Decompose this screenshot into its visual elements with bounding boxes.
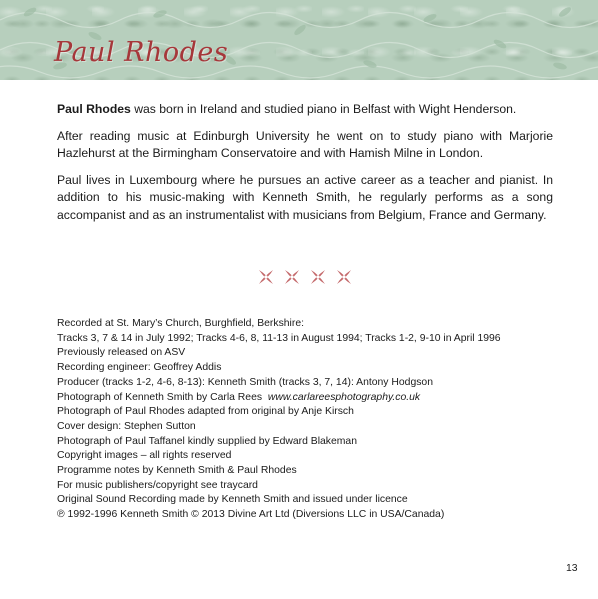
credit-line: Tracks 3, 7 & 14 in July 1992; Tracks 4-6, 8, 11-13 in August 1994; Tracks 1-2, 9-10 in April 1996	[57, 332, 501, 344]
credit-line: Producer (tracks 1-2, 4-6, 8-13): Kenneth Smith (tracks 3, 7, 14): Antony Hodgson	[57, 376, 433, 388]
credit-line: Programme notes by Kenneth Smith & Paul Rhodes	[57, 465, 297, 477]
cross-flourish-icon	[257, 268, 275, 286]
cross-flourish-icon	[283, 268, 301, 286]
cross-flourish-icon	[335, 268, 353, 286]
credit-line: Cover design: Stephen Sutton	[57, 420, 196, 432]
page-number: 13	[566, 563, 578, 574]
credit-line: Recording engineer: Geoffrey Addis	[57, 362, 222, 374]
credit-line: Previously released on ASV	[57, 347, 186, 359]
bio-paragraph-1-text: was born in Ireland and studied piano in Belfast with Wight Henderson.	[130, 102, 517, 116]
credit-line: For music publishers/copyright see traycard	[57, 479, 258, 491]
cross-flourish-icon	[309, 268, 327, 286]
bio-paragraph-2: After reading music at Edinburgh University he went on to study piano with Marjorie Hazlehurst at the Birmingham Conservatoire and with Hamish Milne in London.	[57, 128, 553, 161]
credit-line: Photograph of Paul Taffanel kindly supplied by Edward Blakeman	[57, 435, 357, 447]
photographer-website-link[interactable]: www.carlareesphotography.co.uk	[267, 391, 421, 403]
ornament-divider	[257, 268, 353, 288]
bio-name: Paul Rhodes	[57, 102, 131, 116]
header-banner	[0, 0, 598, 80]
credit-line-copyright: ℗ 1992-1996 Kenneth Smith © 2013 Divine Art Ltd (Diversions LLC in USA/Canada)	[57, 509, 445, 521]
bio-paragraph-1	[57, 101, 553, 119]
credit-line: Original Sound Recording made by Kenneth Smith and issued under licence	[57, 494, 408, 506]
credit-line: Photograph of Paul Rhodes adapted from original by Anje Kirsch	[57, 406, 354, 418]
credit-line: Recorded at St. Mary’s Church, Burghfield, Berkshire:	[57, 318, 304, 329]
biography	[57, 101, 553, 234]
bio-paragraph-3: Paul lives in Luxembourg where he pursues an active career as a teacher and pianist. In addition to his music-making with Kenneth Smith, he regularly performs as a song accompanist and as an instrumentalist with musicians from Belgium, France and Germany.	[57, 172, 553, 222]
credit-line: Copyright images – all rights reserved	[57, 450, 232, 462]
credit-photo-label: Photograph of Kenneth Smith by Carla Rees	[57, 391, 263, 403]
recording-credits	[57, 317, 557, 523]
page-title: Paul Rhodes	[54, 37, 229, 68]
credit-line-photo-kenneth-smith	[57, 391, 557, 406]
